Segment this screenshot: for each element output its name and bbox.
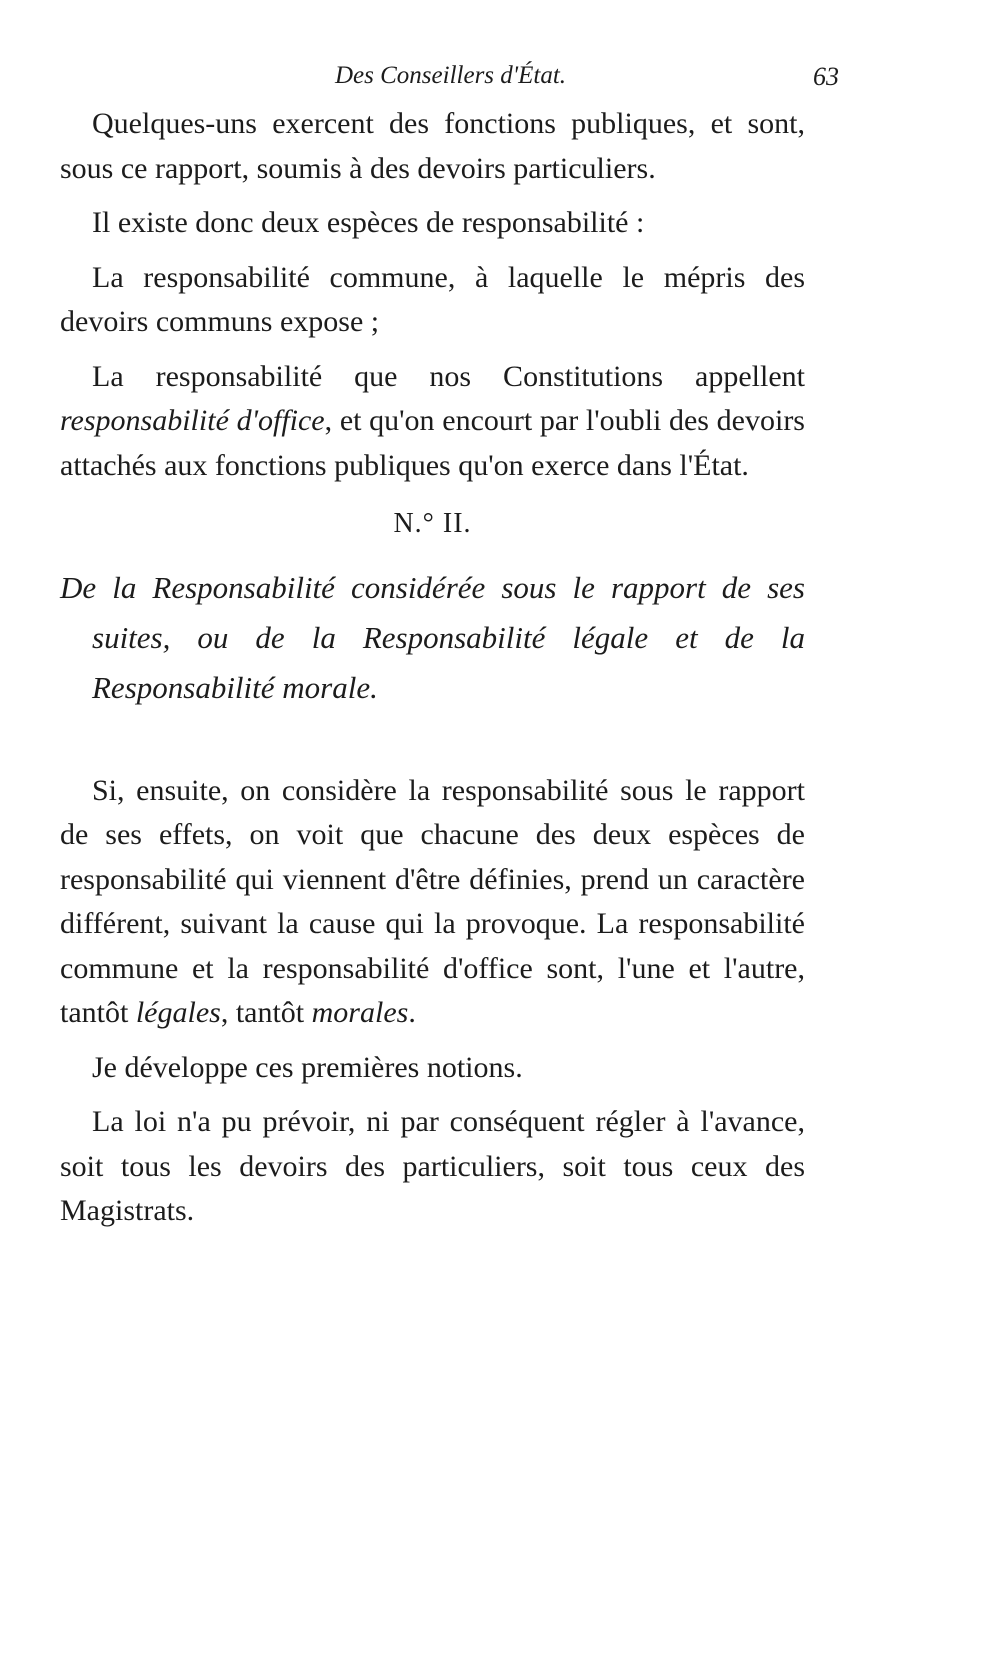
paragraph-law: La loi n'a pu prévoir, ni par conséquent régler à l'avance, soit tous les devoirs des particuliers, soit tous ceux des Magistrats. [60, 1105, 805, 1227]
section-number: N.° II. [393, 508, 472, 539]
section-heading: De la Responsabilité considérée sous le rapport de ses suites, ou de la Responsabilité légale et de la Responsabilité morale. [60, 569, 805, 705]
effects-italic-morales: morales [311, 996, 409, 1029]
running-head [0, 62, 1000, 102]
office-lead-text: La responsabilité que nos Constitutions appellent [92, 359, 805, 393]
paragraph-effects [60, 769, 805, 1036]
effects-lead-text: Si, ensuite, on considère la responsabilité sous le rapport de ses effets, on voit que chacune des deux espèces de responsabilité qui viennent d'être définies, prend un caractère différent, suivant la cause qui la provoque. La responsabilité commune et la responsabilité d'office sont, l'une et l'autre, tantôt [60, 773, 805, 1029]
effects-end-text: . [408, 996, 416, 1029]
paragraph-two-kinds: Il existe donc deux espèces de responsabilité : [92, 206, 645, 239]
body-text [60, 102, 805, 1244]
office-rest-text: , et qu'on encourt par l'oubli des devoirs attachés aux fonctions publiques qu'on exerce dans l'État. [60, 404, 805, 482]
paragraph-public-functions: Quelques-uns exercent des fonctions publiques, et sont, sous ce rapport, soumis à des devoirs particuliers. [60, 107, 805, 185]
paragraph-develop: Je développe ces premières notions. [92, 1050, 523, 1084]
paragraph-common-responsibility: La responsabilité commune, à laquelle le mépris des devoirs communs expose ; [60, 260, 805, 338]
office-italic-term: responsabilité d'office [60, 404, 325, 437]
paragraph-office-responsibility [60, 355, 805, 489]
page-number: 63 [813, 62, 839, 91]
effects-middle-text: , tantôt [220, 996, 312, 1029]
running-head-title: Des Conseillers d'État. [335, 62, 567, 89]
effects-italic-legales: légales [135, 996, 221, 1029]
